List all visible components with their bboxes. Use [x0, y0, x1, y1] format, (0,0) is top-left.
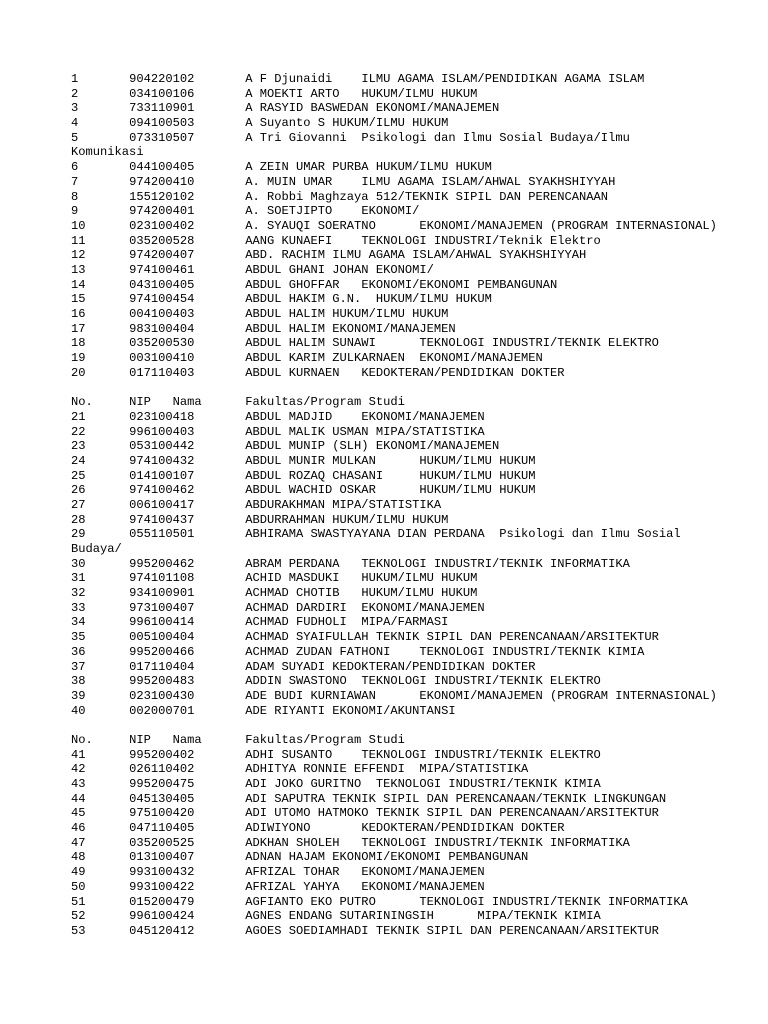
text-line: 42 026110402 ADHITYA RONNIE EFFENDI MIPA/STATISTIKA	[71, 762, 529, 777]
text-line: 21 023100418 ABDUL MADJID EKONOMI/MANAJEMEN	[71, 409, 485, 424]
text-line: 24 974100432 ABDUL MUNIR MULKAN HUKUM/ILMU HUKUM	[71, 453, 536, 468]
blank-line	[71, 380, 751, 395]
text-line: 27 006100417 ABDURAKHMAN MIPA/STATISTIKA	[71, 497, 442, 512]
text-line: 43 995200475 ADI JOKO GURITNO TEKNOLOGI INDUSTRI/TEKNIK KIMIA	[71, 777, 601, 791]
text-line: 37 017110404 ADAM SUYADI KEDOKTERAN/PENDIDIKAN DOKTER	[71, 659, 536, 674]
text-line: 44 045130405 ADI SAPUTRA TEKNIK SIPIL DAN PERENCANAAN/TEKNIK LINGKUNGAN	[71, 791, 667, 806]
text-line: 32 934100901 ACHMAD CHOTIB HUKUM/ILMU HUKUM	[71, 586, 478, 601]
text-line: 50 993100422 AFRIZAL YAHYA EKONOMI/MANAJEMEN	[71, 879, 485, 894]
text-line: 23 053100442 ABDUL MUNIP (SLH) EKONOMI/MANAJEMEN	[71, 439, 500, 454]
text-line: 14 043100405 ABDUL GHOFFAR EKONOMI/EKONOMI PEMBANGUNAN	[71, 277, 558, 292]
text-line: 28 974100437 ABDURRAHMAN HUKUM/ILMU HUKUM	[71, 512, 449, 527]
text-line: 25 014100107 ABDUL ROZAQ CHASANI HUKUM/ILMU HUKUM	[71, 468, 536, 483]
column-header-line: No. NIP Nama Fakultas/Program Studi	[71, 395, 405, 410]
text-line: 2 034100106 A MOEKTI ARTO HUKUM/ILMU HUKUM	[71, 86, 478, 101]
text-line: 31 974101108 ACHID MASDUKI HUKUM/ILMU HUKUM	[71, 571, 478, 586]
column-header-line: No. NIP Nama Fakultas/Program Studi	[71, 732, 405, 747]
text-line: 5 073310507 A Tri Giovanni Psikologi dan Ilmu Sosial Budaya/Ilmu	[71, 130, 630, 145]
text-line: 20 017110403 ABDUL KURNAEN KEDOKTERAN/PENDIDIKAN DOKTER	[71, 365, 565, 380]
text-line: 1 904220102 A F Djunaidi ILMU AGAMA ISLAM/PENDIDIKAN AGAMA ISLAM	[71, 72, 645, 86]
text-line: 41 995200402 ADHI SUSANTO TEKNOLOGI INDUSTRI/TEKNIK ELEKTRO	[71, 747, 601, 762]
text-line: 47 035200525 ADKHAN SHOLEH TEKNOLOGI INDUSTRI/TEKNIK INFORMATIKA	[71, 835, 630, 850]
text-line: 15 974100454 ABDUL HAKIM G.N. HUKUM/ILMU HUKUM	[71, 292, 492, 307]
text-line: 38 995200483 ADDIN SWASTONO TEKNOLOGI INDUSTRI/TEKNIK ELEKTRO	[71, 674, 601, 689]
document-text	[71, 72, 751, 939]
text-line: 30 995200462 ABRAM PERDANA TEKNOLOGI INDUSTRI/TEKNIK INFORMATIKA	[71, 556, 630, 571]
text-line: 4 094100503 A Suyanto S HUKUM/ILMU HUKUM	[71, 116, 449, 131]
text-line: 9 974200401 A. SOETJIPTO EKONOMI/	[71, 204, 420, 219]
text-line: 40 002000701 ADE RIYANTI EKONOMI/AKUNTANSI	[71, 703, 456, 718]
text-line: 45 975100420 ADI UTOMO HATMOKO TEKNIK SIPIL DAN PERENCANAAN/ARSITEKTUR	[71, 806, 659, 821]
text-line: 19 003100410 ABDUL KARIM ZULKARNAEN EKONOMI/MANAJEMEN	[71, 351, 543, 366]
text-line: 11 035200528 AANG KUNAEFI TEKNOLOGI INDUSTRI/Teknik Elektro	[71, 233, 601, 248]
text-line: 12 974200407 ABD. RACHIM ILMU AGAMA ISLAM/AHWAL SYAKHSHIYYAH	[71, 248, 587, 263]
text-line: 36 995200466 ACHMAD ZUDAN FATHONI TEKNOLOGI INDUSTRI/TEKNIK KIMIA	[71, 644, 645, 659]
text-line: 10 023100402 A. SYAUQI SOERATNO EKONOMI/MANAJEMEN (PROGRAM INTERNASIONAL)	[71, 218, 717, 233]
text-line: 3 733110901 A RASYID BASWEDAN EKONOMI/MANAJEMEN	[71, 101, 500, 116]
text-line: 18 035200530 ABDUL HALIM SUNAWI TEKNOLOGI INDUSTRI/TEKNIK ELEKTRO	[71, 336, 659, 351]
text-line: 48 013100407 ADNAN HAJAM EKONOMI/EKONOMI PEMBANGUNAN	[71, 850, 529, 865]
text-line: 33 973100407 ACHMAD DARDIRI EKONOMI/MANAJEMEN	[71, 600, 485, 615]
text-line: 16 004100403 ABDUL HALIM HUKUM/ILMU HUKUM	[71, 307, 449, 321]
text-line: 52 996100424 AGNES ENDANG SUTARININGSIH MIPA/TEKNIK KIMIA	[71, 909, 601, 924]
text-line: 26 974100462 ABDUL WACHID OSKAR HUKUM/ILMU HUKUM	[71, 483, 536, 498]
text-line: 8 155120102 A. Robbi Maghzaya 512/TEKNIK SIPIL DAN PERENCANAAN	[71, 189, 609, 204]
text-line: 35 005100404 ACHMAD SYAIFULLAH TEKNIK SIPIL DAN PERENCANAAN/ARSITEKTUR	[71, 630, 659, 645]
text-line: 17 983100404 ABDUL HALIM EKONOMI/MANAJEMEN	[71, 321, 456, 336]
text-line: 7 974200410 A. MUIN UMAR ILMU AGAMA ISLAM/AHWAL SYAKHSHIYYAH	[71, 174, 616, 189]
text-line: 53 045120412 AGOES SOEDIAMHADI TEKNIK SIPIL DAN PERENCANAAN/ARSITEKTUR	[71, 923, 659, 938]
text-line: 22 996100403 ABDUL MALIK USMAN MIPA/STATISTIKA	[71, 424, 485, 439]
text-line: Komunikasi	[71, 145, 144, 160]
blank-line	[71, 718, 751, 733]
text-line: 13 974100461 ABDUL GHANI JOHAN EKONOMI/	[71, 262, 434, 277]
text-line: 49 993100432 AFRIZAL TOHAR EKONOMI/MANAJEMEN	[71, 865, 485, 880]
text-line: 51 015200479 AGFIANTO EKO PUTRO TEKNOLOGI INDUSTRI/TEKNIK INFORMATIKA	[71, 894, 688, 909]
text-line: 46 047110405 ADIWIYONO KEDOKTERAN/PENDIDIKAN DOKTER	[71, 821, 565, 836]
text-line: 6 044100405 A ZEIN UMAR PURBA HUKUM/ILMU HUKUM	[71, 160, 492, 175]
text-line: 34 996100414 ACHMAD FUDHOLI MIPA/FARMASI	[71, 615, 449, 630]
text-line: 39 023100430 ADE BUDI KURNIAWAN EKONOMI/MANAJEMEN (PROGRAM INTERNASIONAL)	[71, 688, 717, 703]
text-line: 29 055110501 ABHIRAMA SWASTYAYANA DIAN PERDANA Psikologi dan Ilmu Sosial	[71, 527, 681, 542]
text-line: Budaya/	[71, 542, 122, 556]
